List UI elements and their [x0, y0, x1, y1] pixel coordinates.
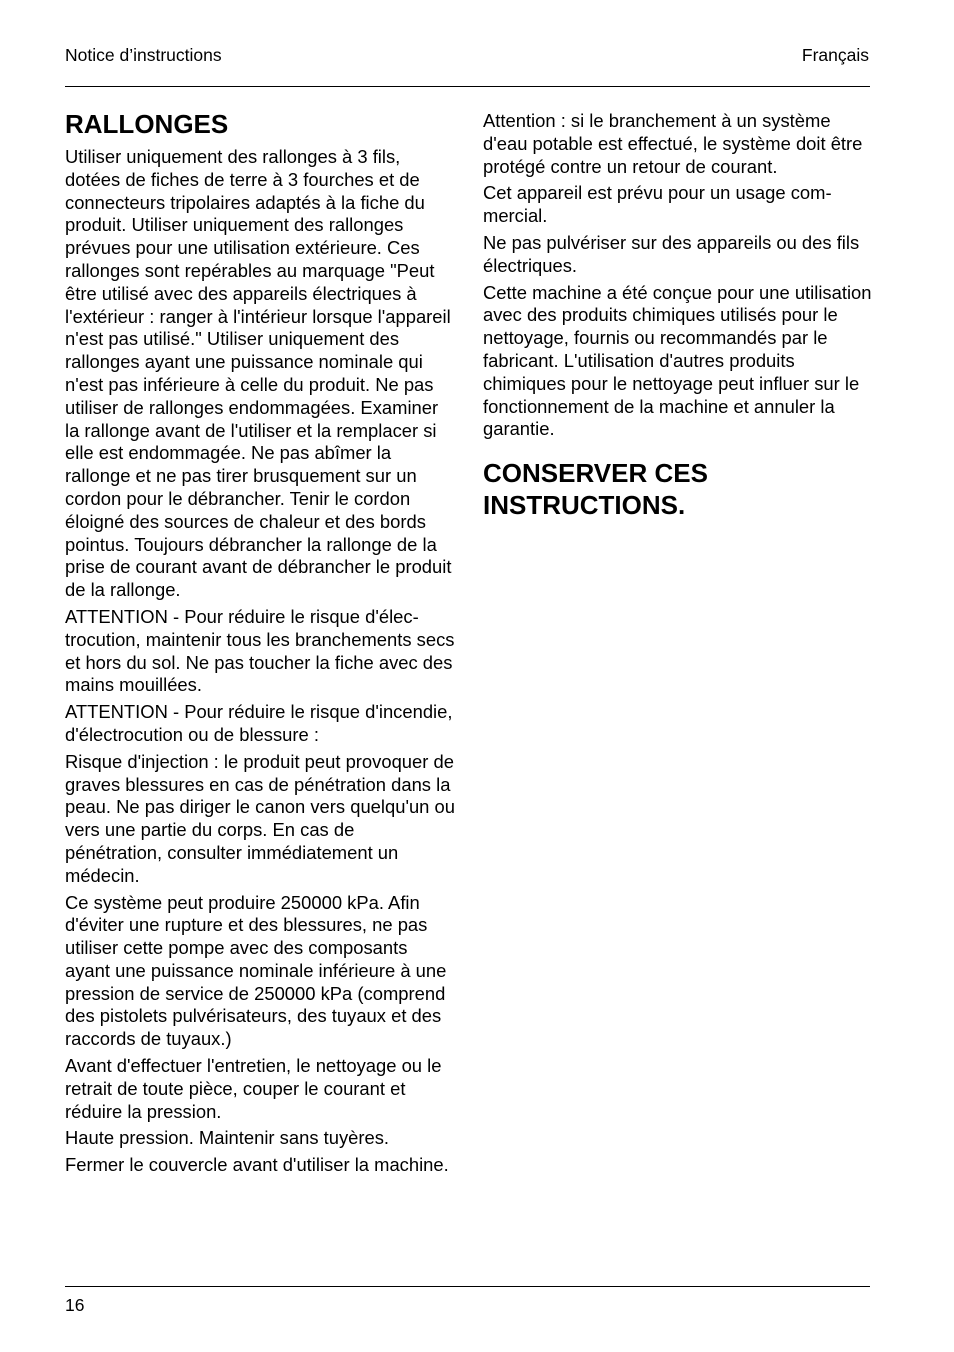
paragraph: Haute pression. Maintenir sans tuyères.: [65, 1127, 390, 1149]
left-column: [65, 108, 455, 1181]
header-left-text: Notice d’instructions: [65, 45, 222, 65]
section-title-conserver: CONSERVER CES INSTRUCTIONS.: [483, 458, 708, 521]
paragraph: Cette machine a été conçue pour une utilisation avec des produits chimiques utilisés pour le nettoyage, fournis ou recommandés par le fabricant. L'utilisation d'autres produits chimiques pour le nettoyage peut influer sur le fonctionnement de la machine et annuler la garantie.: [483, 281, 872, 440]
paragraph: ATTENTION - Pour réduire le risque d'incendie, d'électrocution ou de blessure :: [65, 701, 453, 745]
paragraph: Avant d'effectuer l'entretien, le nettoyage ou le retrait de toute pièce, couper le courant et réduire la pression.: [65, 1055, 442, 1122]
paragraph: Fermer le couvercle avant d'utiliser la machine.: [65, 1154, 449, 1176]
header-language: Français: [801, 45, 869, 65]
paragraph: Attention : si le branchement à un système d'eau potable est effectué, le système doit être protégé contre un retour de courant.: [483, 110, 863, 177]
page-number: 16: [65, 1295, 85, 1315]
section-title-rallonges: RALLONGES: [65, 109, 229, 139]
paragraph: Cet appareil est prévu pour un usage commercial.: [483, 182, 832, 227]
paragraph: Ce système peut produire 250000 kPa. Afin d'éviter une rupture et des blessures, ne pas utiliser cette pompe avec des composants ayant une puissance nominale inférieure à une pression de service de 250000 kPa (comprend des pistolets pulvérisateurs, des tuyaux et des raccords de tuyaux.): [65, 891, 447, 1050]
paragraph: Ne pas pulvériser sur des appareils ou des fils électriques.: [483, 231, 860, 276]
footer-rule: [65, 1286, 870, 1287]
paragraph: ATTENTION - Pour réduire le risque d'électrocution, maintenir tous les branchements secs et hors du sol. Ne pas toucher la fiche avec des mains mouillées.: [65, 605, 455, 696]
paragraph: Utiliser uniquement des rallonges à 3 fils, dotées de fiches de terre à 3 fourches et de connecteurs tripolaires adaptés à la fiche du produit. Utiliser uniquement des rallonges prévues pour une utilisation extérieure. Ces rallonges sont repérables au marquage "Peut être utilisé avec des appareils électriques à l'extérieur : ranger à l'intérieur lorsque l'appareil n'est pas utilisé." Utiliser uniquement des rallonges ayant une puissance nominale qui n'est pas inférieure à celle du produit. Ne pas utiliser de rallonges endommagées. Examiner la rallonge avant de l'utiliser et la remplacer si elle est endommagée. Ne pas abîmer la rallonge et ne pas tirer brusquement sur un cordon pour le débrancher. Tenir le cordon éloigné des sources de chaleur et des bords pointus. Toujours débrancher la rallonge de la prise de courant avant de débrancher le produit de la rallonge.: [65, 146, 452, 601]
right-column: [483, 110, 873, 527]
header-rule: [65, 86, 870, 87]
paragraph: Risque d'injection : le produit peut provoquer de graves blessures en cas de pénétration dans la peau. Ne pas diriger le canon vers quelqu'un ou vers une partie du corps. En cas de pénétration, consulter immédiatement un médecin.: [65, 750, 455, 886]
